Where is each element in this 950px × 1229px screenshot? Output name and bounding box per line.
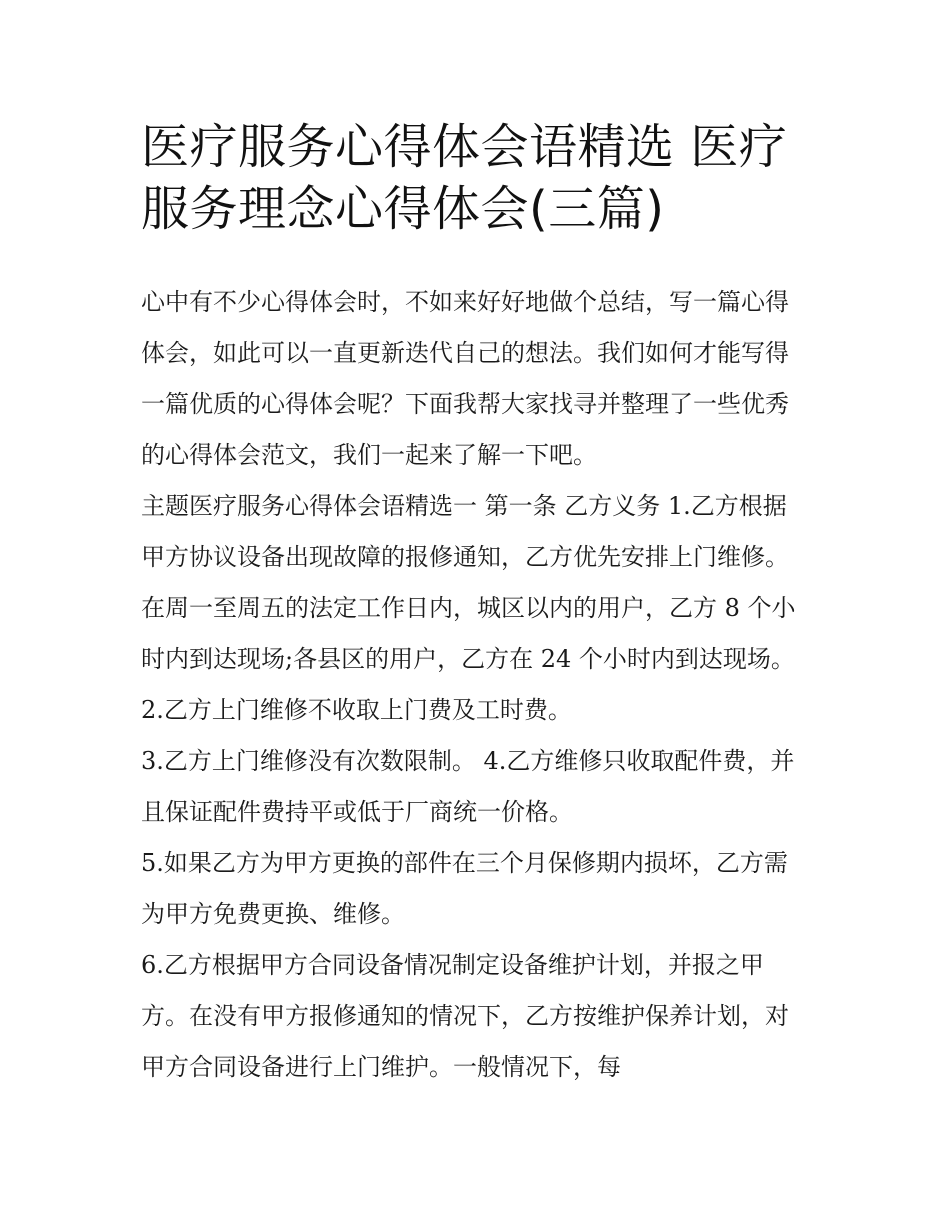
body-line: 方。在没有甲方报修通知的情况下，乙方按维护保养计划，对: [141, 1002, 789, 1030]
body-line: 5.如果乙方为甲方更换的部件在三个月保修期内损坏，乙方需: [141, 849, 788, 877]
title-line: 服务理念心得体会(三篇): [141, 181, 665, 237]
body-line: 体会，如此可以一直更新迭代自己的想法。我们如何才能写得: [141, 339, 789, 367]
body-line: 甲方协议设备出现故障的报修通知，乙方优先安排上门维修。: [141, 543, 789, 571]
document-body: [141, 277, 821, 1093]
body-line: 2.乙方上门维修不收取上门费及工时费。: [141, 696, 572, 724]
body-line: 时内到达现场;各县区的用户，乙方在 24 个小时内到达现场。: [141, 645, 795, 673]
body-line: 一篇优质的心得体会呢？下面我帮大家找寻并整理了一些优秀: [141, 390, 789, 418]
body-line: 的心得体会范文，我们一起来了解一下吧。: [141, 441, 597, 469]
body-line: 且保证配件费持平或低于厂商统一价格。: [141, 798, 573, 826]
document-title: [141, 116, 821, 240]
body-line: 在周一至周五的法定工作日内，城区以内的用户，乙方 8 个小: [141, 594, 796, 622]
body-line: 心中有不少心得体会时，不如来好好地做个总结，写一篇心得: [141, 288, 789, 316]
body-line: 甲方合同设备进行上门维护。一般情况下，每: [141, 1053, 621, 1081]
body-line: 为甲方免费更换、维修。: [141, 900, 405, 928]
body-line: 6.乙方根据甲方合同设备情况制定设备维护计划，并报之甲: [141, 951, 764, 979]
title-line: 医疗服务心得体会语精选 医疗: [141, 119, 788, 175]
body-line: 3.乙方上门维修没有次数限制。 4.乙方维修只收取配件费，并: [141, 747, 795, 775]
body-line: 主题医疗服务心得体会语精选一 第一条 乙方义务 1.乙方根据: [141, 492, 787, 520]
